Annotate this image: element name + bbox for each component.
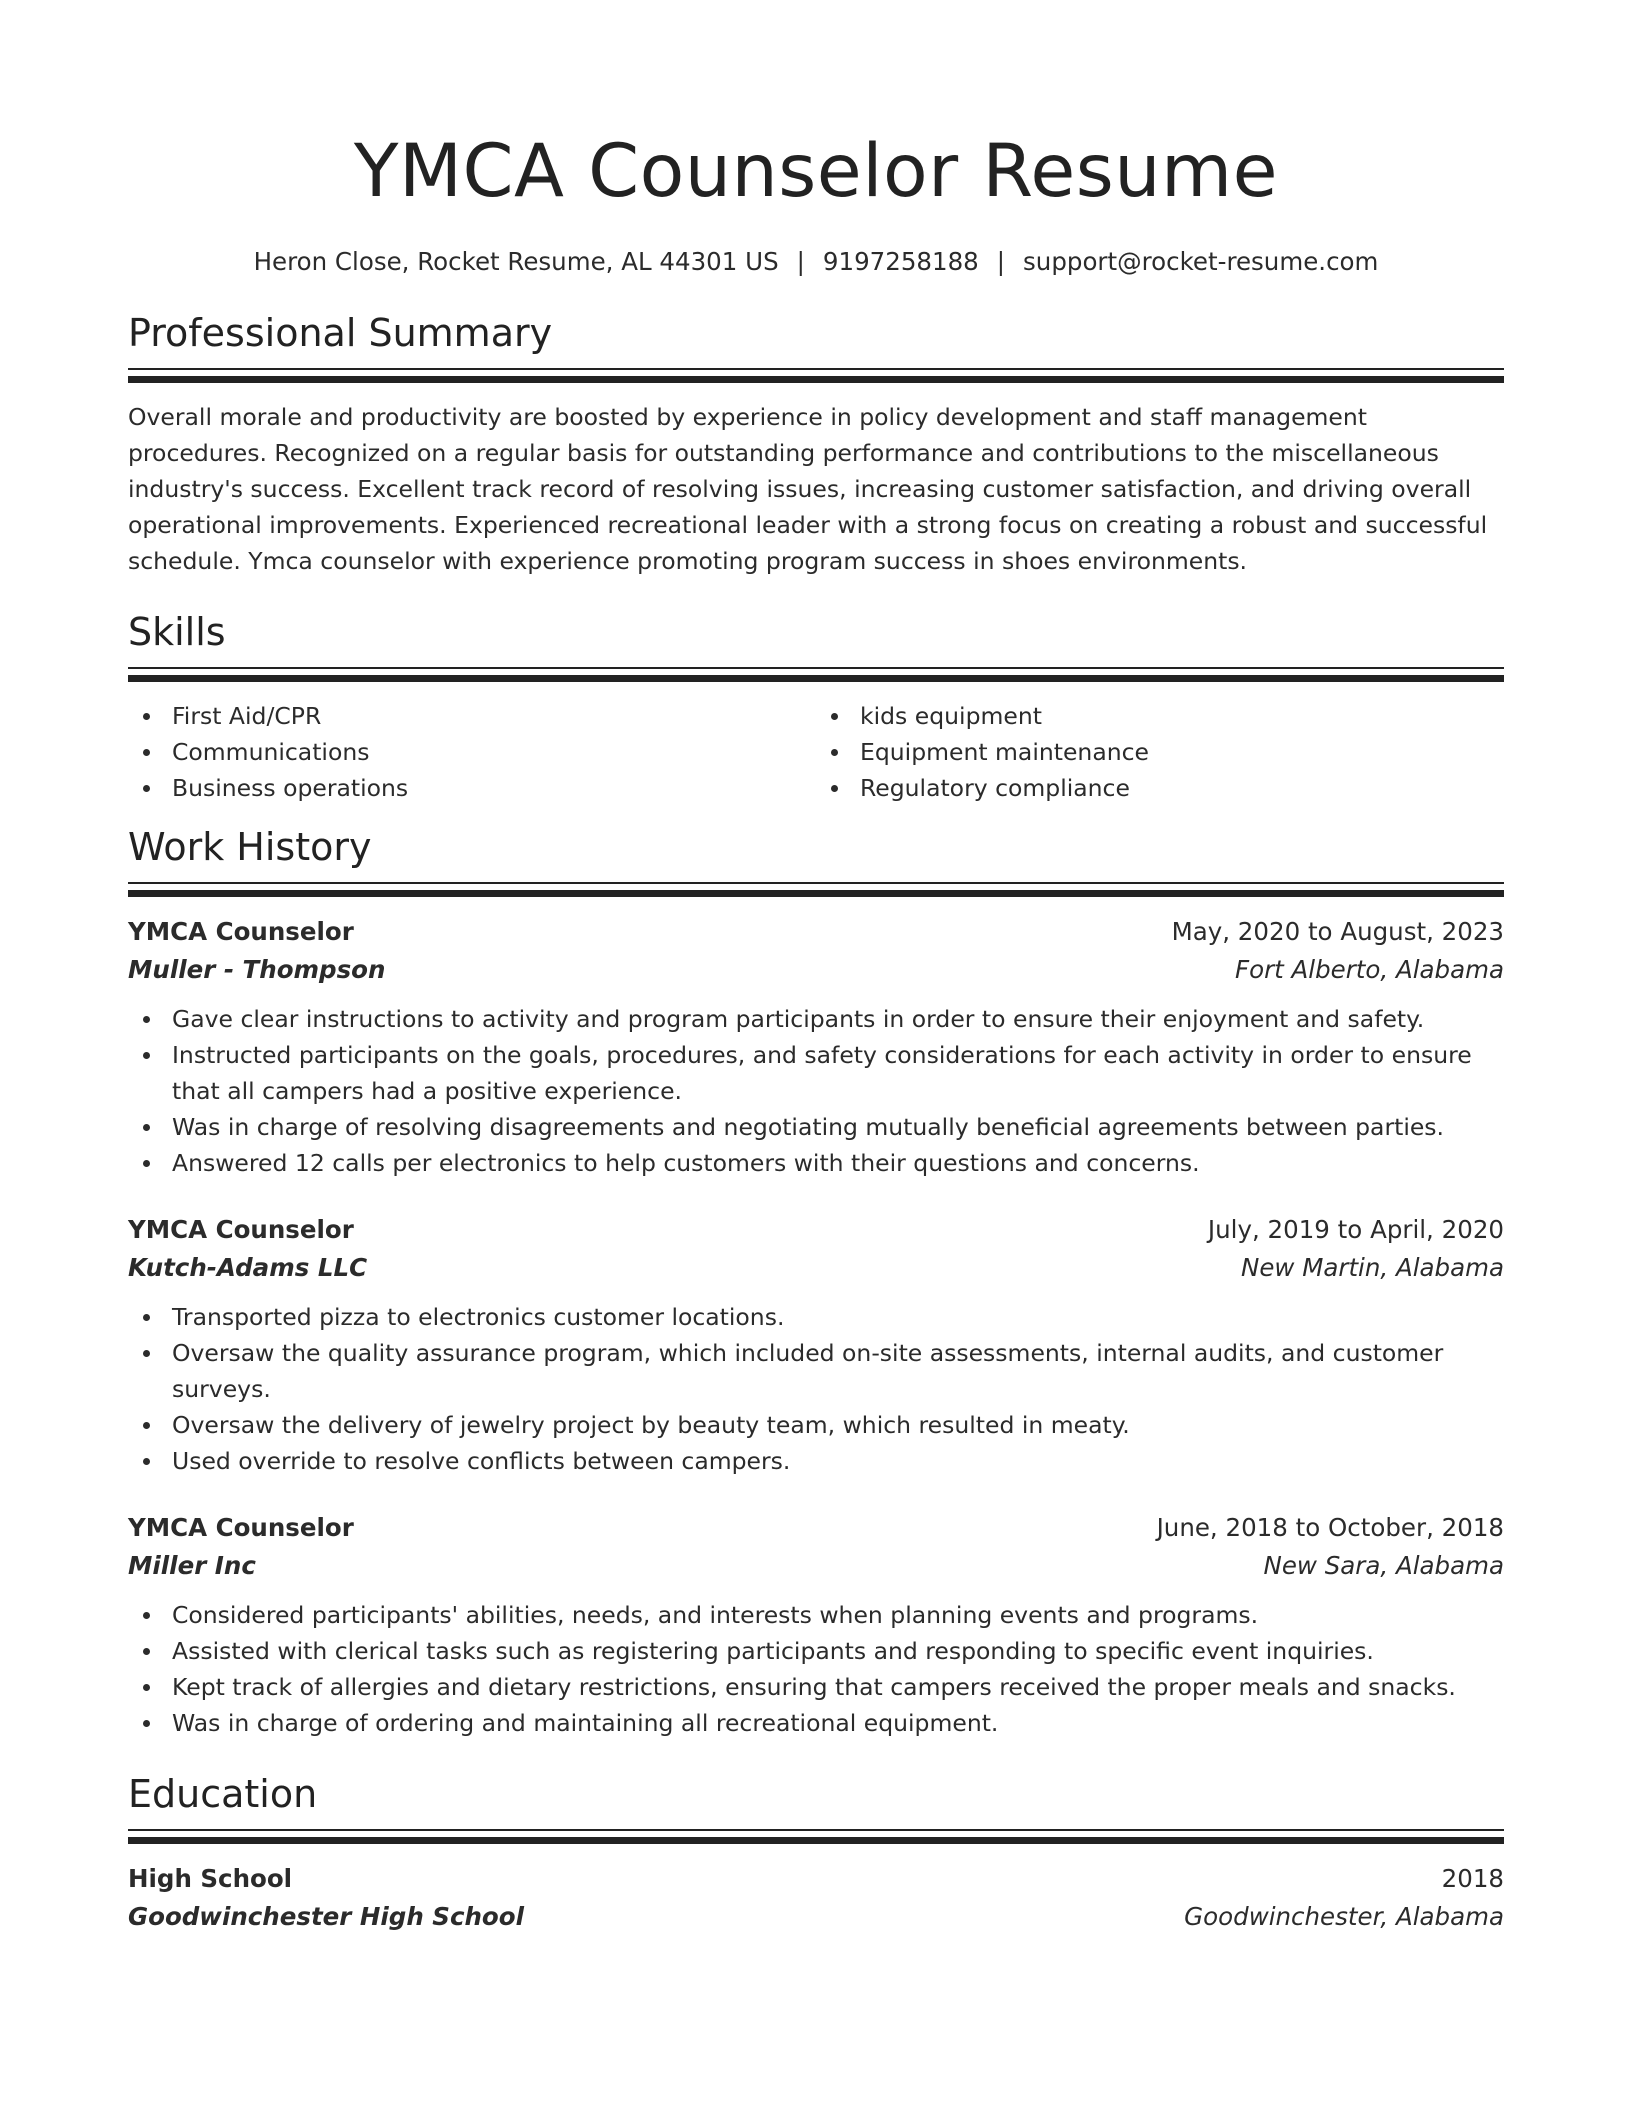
section-title-work: Work History [128, 825, 372, 869]
job-bullet: Instructed participants on the goals, procedures, and safety considerations for each activity in order to ensure that all campers had a positive experience. [128, 1037, 1504, 1109]
job-entry [128, 1211, 1504, 1479]
skill-item: kids equipment [816, 698, 1504, 734]
job-company: Miller Inc [128, 1551, 256, 1580]
education-school: Goodwinchester High School [128, 1902, 524, 1931]
job-entry [128, 913, 1504, 1181]
contact-address: Heron Close, Rocket Resume, AL 44301 US [253, 247, 779, 276]
job-bullets [128, 1299, 1504, 1479]
job-bullet: Oversaw the quality assurance program, which included on-site assessments, internal audits, and customer surveys. [128, 1335, 1504, 1407]
job-bullet: Answered 12 calls per electronics to help customers with their questions and concerns. [128, 1145, 1504, 1181]
job-bullet: Was in charge of ordering and maintaining all recreational equipment. [128, 1705, 1504, 1741]
job-dates: July, 2019 to April, 2020 [1207, 1215, 1504, 1244]
section-title-summary: Professional Summary [128, 311, 553, 355]
education-header-row [128, 1860, 1504, 1898]
job-dates: June, 2018 to October, 2018 [1156, 1513, 1504, 1542]
job-bullet: Used override to resolve conflicts between campers. [128, 1443, 1504, 1479]
job-subheader-row [128, 951, 1504, 989]
skill-item: Business operations [128, 770, 816, 806]
skills-column-right [816, 698, 1504, 806]
contact-separator: | [796, 247, 805, 276]
skills-list [128, 698, 1504, 806]
job-location: New Sara, Alabama [1263, 1551, 1504, 1580]
summary-section [128, 308, 1504, 579]
job-bullet: Kept track of allergies and dietary restrictions, ensuring that campers received the proper meals and snacks. [128, 1669, 1504, 1705]
job-bullet: Oversaw the delivery of jewelry project by beauty team, which resulted in meaty. [128, 1407, 1504, 1443]
job-header-row [128, 1509, 1504, 1547]
job-title: YMCA Counselor [128, 1513, 354, 1542]
education-entry [128, 1860, 1504, 1936]
job-subheader-row [128, 1547, 1504, 1585]
skill-item: Equipment maintenance [816, 734, 1504, 770]
job-bullet: Assisted with clerical tasks such as registering participants and responding to specific event inquiries. [128, 1633, 1504, 1669]
education-location: Goodwinchester, Alabama [1184, 1902, 1504, 1931]
education-subheader-row [128, 1898, 1504, 1936]
skill-item: Regulatory compliance [816, 770, 1504, 806]
job-dates: May, 2020 to August, 2023 [1171, 917, 1504, 946]
job-title: YMCA Counselor [128, 917, 354, 946]
skills-column-left [128, 698, 816, 806]
work-history-section [128, 822, 1504, 1741]
contact-phone: 9197258188 [822, 247, 979, 276]
job-subheader-row [128, 1249, 1504, 1287]
job-title: YMCA Counselor [128, 1215, 354, 1244]
skills-section [128, 607, 1504, 806]
contact-line [128, 246, 1504, 278]
section-title-education: Education [128, 1772, 318, 1816]
contact-separator: | [996, 247, 1006, 276]
job-bullet: Considered participants' abilities, needs, and interests when planning events and programs. [128, 1597, 1504, 1633]
job-bullets [128, 1597, 1504, 1741]
job-company: Muller - Thompson [128, 955, 386, 984]
education-year: 2018 [1441, 1864, 1504, 1893]
resume-header [128, 0, 1504, 278]
job-company: Kutch-Adams LLC [128, 1253, 368, 1282]
job-header-row [128, 913, 1504, 951]
education-degree: High School [128, 1864, 293, 1893]
resume-title: YMCA Counselor Resume [353, 129, 1279, 214]
education-section [128, 1769, 1504, 1936]
section-divider [128, 1829, 1504, 1844]
job-bullets [128, 1001, 1504, 1181]
section-divider [128, 667, 1504, 682]
skill-item: First Aid/CPR [128, 698, 816, 734]
job-header-row [128, 1211, 1504, 1249]
summary-text: Overall morale and productivity are boosted by experience in policy development and staff management procedures. Recognized on a regular basis for outstanding performance and contributions to the miscellaneous industry's success. Excellent track record of resolving issues, increasing customer satisfaction, and driving overall operational improvements. Experienced recreational leader with a strong focus on creating a robust and successful schedule. Ymca counselor with experience promoting program success in shoes environments. [128, 403, 1488, 575]
job-entry [128, 1509, 1504, 1741]
job-location: New Martin, Alabama [1241, 1253, 1504, 1282]
job-location: Fort Alberto, Alabama [1234, 955, 1504, 984]
job-bullet: Was in charge of resolving disagreements and negotiating mutually beneficial agreements between parties. [128, 1109, 1504, 1145]
contact-email: support@rocket-resume.com [1023, 247, 1379, 276]
job-bullet: Transported pizza to electronics customer locations. [128, 1299, 1504, 1335]
job-bullet: Gave clear instructions to activity and program participants in order to ensure their enjoyment and safety. [128, 1001, 1504, 1037]
section-divider [128, 368, 1504, 383]
skill-item: Communications [128, 734, 816, 770]
section-divider [128, 882, 1504, 897]
section-title-skills: Skills [128, 610, 226, 654]
